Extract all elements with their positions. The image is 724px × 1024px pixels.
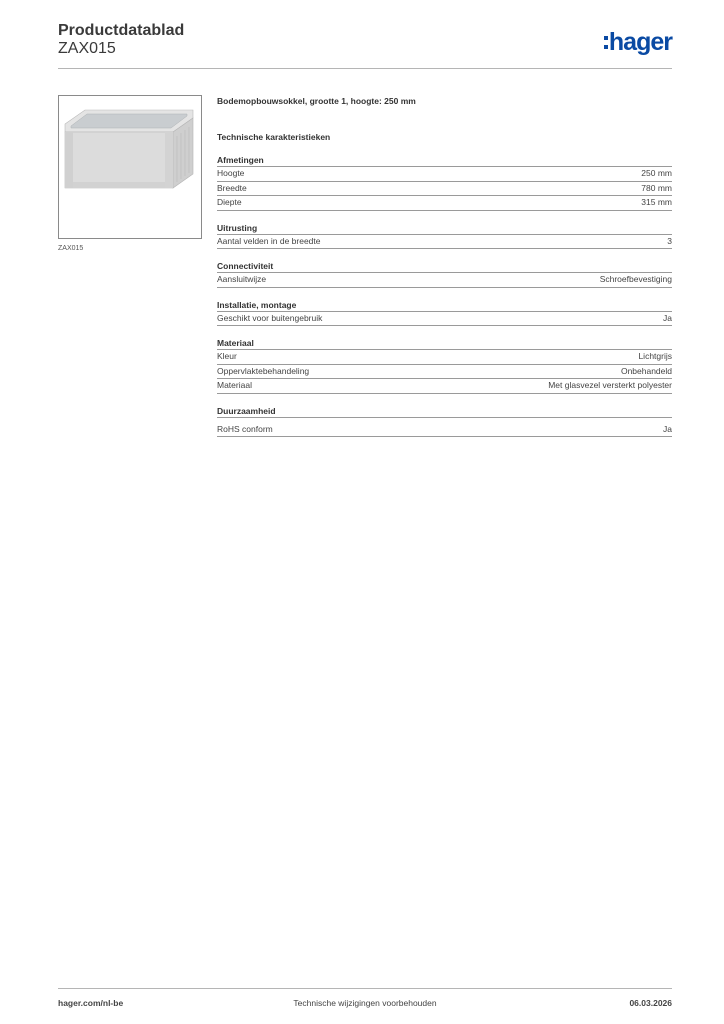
spec-row xyxy=(217,167,672,182)
group-title: Uitrusting xyxy=(217,222,672,235)
footer-divider xyxy=(58,988,672,989)
spec-label: Diepte xyxy=(217,197,242,207)
spec-row xyxy=(217,365,672,380)
group-title: Duurzaamheid xyxy=(217,405,672,418)
spec-value: Ja xyxy=(663,423,672,434)
spec-content xyxy=(217,95,672,437)
spec-label: Kleur xyxy=(217,351,237,361)
spec-value: Met glasvezel versterkt polyester xyxy=(548,380,672,390)
spec-value: Onbehandeld xyxy=(620,365,672,376)
footer-date: 06.03.2026 xyxy=(629,998,672,1008)
hager-logo xyxy=(604,28,672,58)
spec-row xyxy=(217,312,672,327)
footer-website-link[interactable]: hager.com/nl-be xyxy=(58,998,124,1008)
group-title: Afmetingen xyxy=(217,154,672,167)
spec-value: 250 mm xyxy=(641,168,672,178)
group-title: Installatie, montage xyxy=(217,299,672,312)
document-title: Productdatablad xyxy=(58,22,185,39)
spec-row xyxy=(217,196,672,211)
logo-text: hager xyxy=(608,28,672,56)
spec-row xyxy=(217,182,672,197)
spec-value: 780 mm xyxy=(641,182,672,193)
spec-row xyxy=(217,350,672,365)
spec-row xyxy=(217,423,672,438)
header-divider xyxy=(58,68,672,69)
spec-group-duurzaamheid xyxy=(217,405,672,438)
spec-row xyxy=(217,235,672,250)
spec-group-uitrusting xyxy=(217,222,672,250)
spec-group-installatie xyxy=(217,299,672,327)
footer-notice: Technische wijzigingen voorbehouden xyxy=(293,998,437,1008)
image-caption: ZAX015 xyxy=(58,245,84,252)
group-title: Connectiviteit xyxy=(217,260,672,273)
product-description: Bodemopbouwsokkel, grootte 1, hoogte: 250 mm xyxy=(217,96,416,106)
spec-value: 315 mm xyxy=(641,197,672,207)
spec-value: Lichtgrijs xyxy=(638,351,672,361)
spec-value: 3 xyxy=(667,235,672,246)
group-title: Materiaal xyxy=(217,337,672,350)
spec-label: Aansluitwijze xyxy=(217,274,267,284)
spec-row xyxy=(217,273,672,288)
spec-group-materiaal xyxy=(217,337,672,394)
spec-label: Oppervlaktebehandeling xyxy=(217,365,310,376)
product-code: ZAX015 xyxy=(58,40,116,57)
spec-label: Breedte xyxy=(217,182,247,193)
spec-group-afmetingen xyxy=(217,154,672,211)
spec-label: Materiaal xyxy=(217,380,252,390)
spec-label: Aantal velden in de breedte xyxy=(217,235,321,246)
spec-label: Hoogte xyxy=(217,168,245,178)
spec-value: Ja xyxy=(663,312,672,323)
enclosure-base-illustration xyxy=(59,96,201,238)
spec-heading: Technische karakteristieken xyxy=(217,132,331,142)
page-header xyxy=(58,20,672,70)
logo-colon-icon xyxy=(604,36,608,49)
spec-group-connectiviteit xyxy=(217,260,672,288)
spec-label: RoHS conform xyxy=(217,423,273,434)
product-image xyxy=(58,95,202,239)
spec-row xyxy=(217,379,672,394)
spec-value: Schroefbevestiging xyxy=(599,274,672,284)
spec-label: Geschikt voor buitengebruik xyxy=(217,312,323,323)
